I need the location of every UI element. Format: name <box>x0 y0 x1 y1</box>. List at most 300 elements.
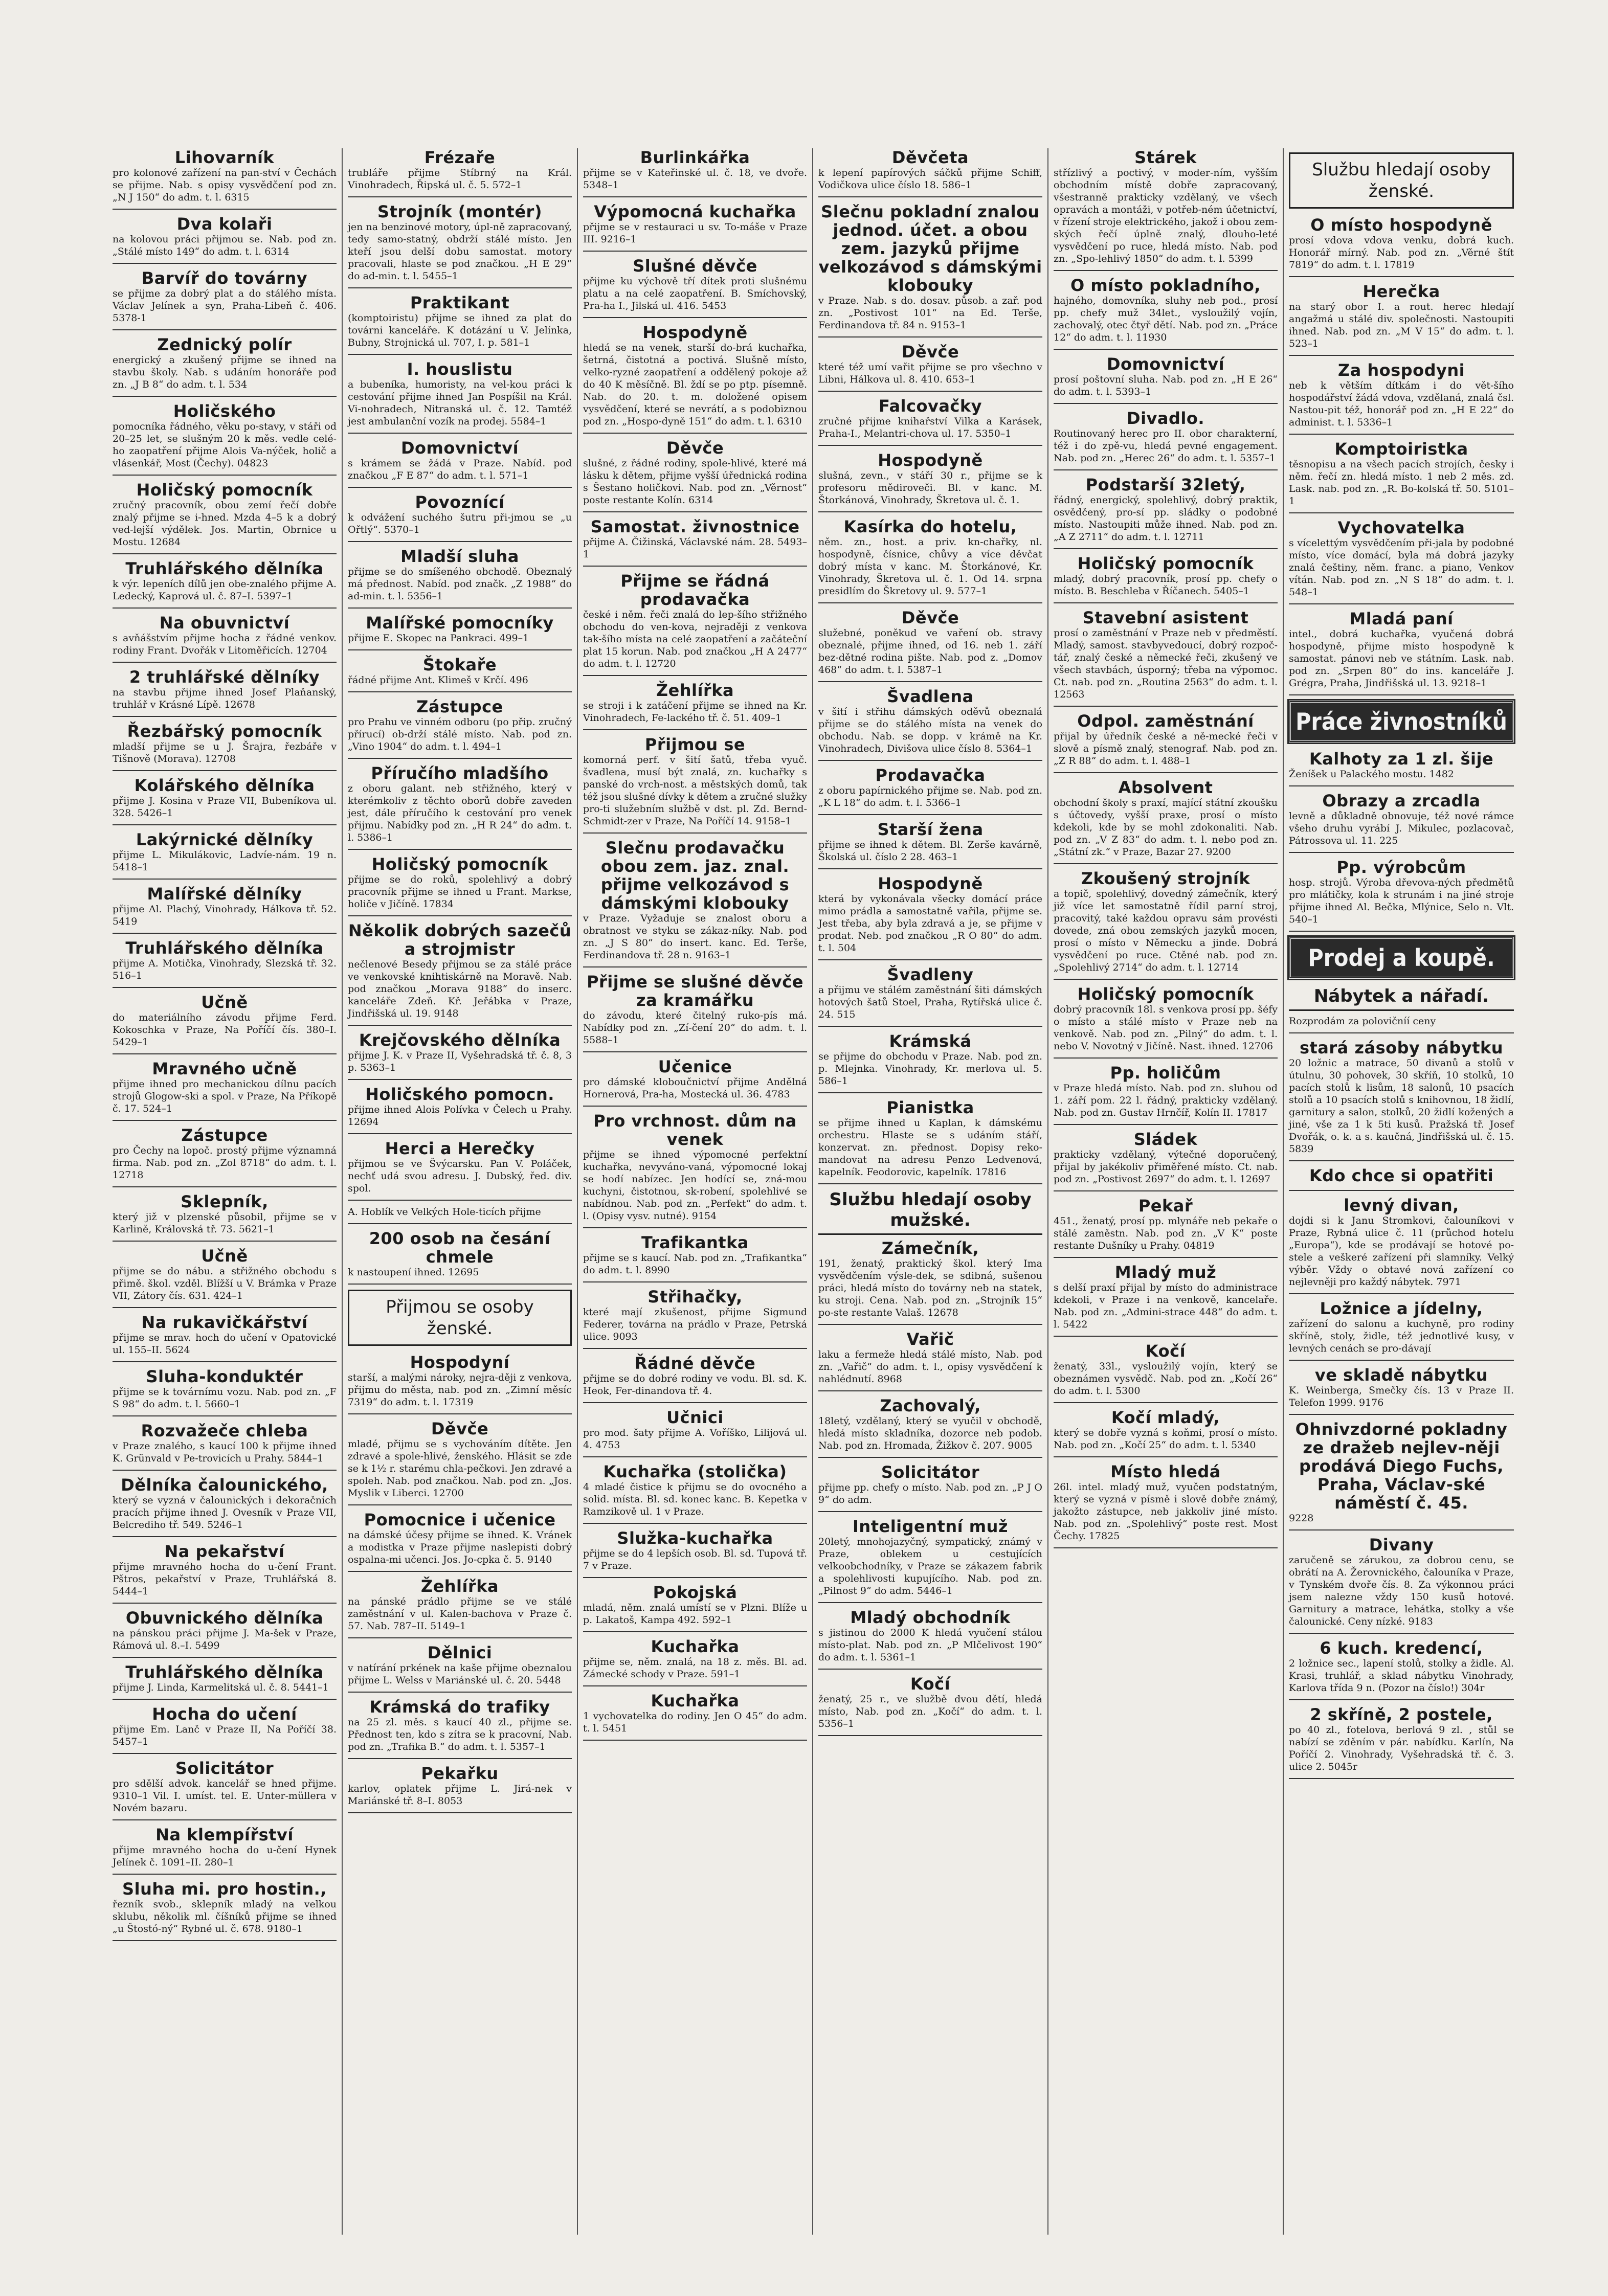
ad-divider <box>1054 1057 1278 1059</box>
ad-divider <box>1054 1456 1278 1457</box>
ad-heading: 200 osob na česání chmele <box>369 1229 551 1267</box>
ad-heading: Solicitátor <box>881 1462 980 1482</box>
classified-ad <box>1054 609 1278 701</box>
ad-heading: Povoznící <box>415 492 505 512</box>
ad-heading: Švadleny <box>887 965 974 984</box>
classified-ad <box>1289 519 1514 598</box>
ad-heading: Kalhoty za 1 zl. šije <box>1309 749 1494 769</box>
ad-body: přijme ihned pro mechanickou dílnu pacích strojů Glogow-ski a spol. v Praze, Na Příkopě č. 17. 524–1 <box>113 1078 337 1114</box>
ad-body: v Praze znalého, s kaucí 100 k přijme ihned K. Grünvald v Pe-trovicích u Prahy. 5844–1 <box>113 1440 337 1464</box>
section-heading: Službu hledají osoby mužské. <box>818 1189 1042 1235</box>
ad-divider <box>1289 1529 1514 1530</box>
classified-ad <box>583 1462 807 1518</box>
ad-heading: Kuchařka <box>651 1691 740 1710</box>
classified-ad <box>348 294 572 349</box>
ad-divider <box>818 814 1042 815</box>
classified-ad <box>113 1367 337 1410</box>
classified-ad <box>348 360 572 427</box>
ad-heading: Štokaře <box>422 655 497 674</box>
ad-heading: Na klempířství <box>155 1825 294 1844</box>
ad-divider <box>113 1307 337 1308</box>
classified-ad <box>1289 216 1514 271</box>
section-box <box>348 1290 572 1346</box>
ad-heading: Samostat. živnostnice <box>590 517 800 536</box>
column-5 <box>1048 148 1284 2235</box>
ad-body: zaručeně se zárukou, za dobrou cenu, se obrátí na A. Žerovnického, čalouníka v Praze, v Tynském dvoře čís. 8. Za výkonnou práci jsem nalezne vždy 150 kusů hotové. Garnitury a matrace, lehátka, stolky a vše čalounické. Ceny nízké. 9183 <box>1289 1555 1514 1627</box>
ad-divider <box>113 1819 337 1820</box>
ad-divider <box>1289 1414 1514 1415</box>
ad-heading: Lihovarník <box>174 148 275 167</box>
ad-divider <box>113 263 337 264</box>
classified-ad <box>113 1880 337 1935</box>
column-1 <box>107 148 343 2235</box>
ad-body: nečlenové Besedy přijmou se za stálé práce ve venkovské knihtiskárně na Moravě. Nab. pod značkou „Morava 9188“ do inserc. kanceláře Zdeň. Kř. Jeřábka v Praze, Jindřišská ul. 19. 9148 <box>348 959 572 1019</box>
ad-divider <box>113 1940 337 1941</box>
ad-heading: Praktikant <box>410 293 510 312</box>
classified-ad <box>818 609 1042 676</box>
ad-heading: Děvče <box>431 1419 489 1438</box>
ad-body: mladé, přijmu se s vychováním dítěte. Jen zdravé a spole-hlivé, ženského. Hlásit se zde se k 1½ r. starému chla-pečkovi. Jen zdravé a spoleh. Nab. pod značkou. Nab. pod zn. „Jos. Myslik v Liberci. 12700 <box>348 1438 572 1499</box>
ad-body: pro sdělší advok. kancelář se hned přijme. 9310–1 Vil. I. umíst. tel. E. Unter-müllera v Novém bazaru. <box>113 1778 337 1814</box>
ad-heading: Učnici <box>666 1408 724 1427</box>
ad-heading: Frézaře <box>424 148 496 167</box>
ad-body: přijme se, něm. znalá, na 18 z. měs. Bl. ad. Zámecké schody v Praze. 591–1 <box>583 1656 807 1680</box>
classified-ad <box>1289 1639 1514 1694</box>
ad-divider <box>113 607 337 609</box>
ad-heading: Kočí <box>910 1674 951 1694</box>
ad-heading: Mravného učně <box>152 1059 297 1078</box>
ad-divider <box>818 868 1042 869</box>
ad-body: slušné, z řádné rodiny, spole-hlivé, které má lásku k dětem, přijme vyšší úřednická rodina s Šestano holičkovi. Nab. pod zn. „Věrnost“ poste restante Kolín. 6314 <box>583 458 807 506</box>
ad-divider <box>113 1536 337 1537</box>
ad-divider <box>348 1079 572 1080</box>
ad-body: 4 mladé čistice k přijmu se do ovocného a solid. místa. Bl. sd. konec kanc. B. Kepetka v Ramzikově ul. 1 v Praze. <box>583 1481 807 1517</box>
ad-body: 2 ložnice sec., lapení stolů, stolky a židle. Al. Krasi, truhlář, a sklad nábytku Vinohrady, Karlova třída 9 n. (Pozor na číslo!) 304r <box>1289 1658 1514 1694</box>
ad-divider <box>113 553 337 554</box>
ad-heading: Krejčovského dělníka <box>359 1030 561 1050</box>
ad-body: přijme se ihned k dětem. Bl. Zerše kavárně, Školská ul. číslo 2 28. 463–1 <box>818 839 1042 863</box>
ad-heading: Stárek <box>1134 148 1197 167</box>
ad-body: jen na benzinové motory, úpl-ně zapracovaný, tedy samo-statný, obdrží stálé místo. Jen kteří jsou delší dobu samostat. motory pracovali, hlaste se pod značkou. „H E 29“ do ad-min. t. l. 5455–1 <box>348 221 572 282</box>
ad-heading: Holičský pomocník <box>136 480 313 500</box>
ad-divider <box>113 824 337 825</box>
classified-ad <box>1054 778 1278 858</box>
ad-divider <box>1289 1699 1514 1700</box>
classified-ad <box>1054 1064 1278 1119</box>
ad-body: mladší přijme se u J. Šrajra, řezbáře v Tišnově (Morava). 12708 <box>113 741 337 764</box>
ad-divider <box>1054 1336 1278 1337</box>
ad-body: přijme se k továrnímu vozu. Nab. pod zn. „F S 98“ do adm. t. l. 5660–1 <box>113 1386 337 1410</box>
ad-divider <box>583 675 807 676</box>
classified-ad <box>348 1353 572 1408</box>
classified-ad <box>1289 1366 1514 1409</box>
classified-ad <box>348 764 572 844</box>
ad-divider <box>818 1026 1042 1027</box>
ad-heading: Dva kolaři <box>176 214 273 234</box>
ad-divider <box>348 1200 572 1201</box>
classified-ad <box>1289 1015 1514 1027</box>
classified-ad <box>818 451 1042 506</box>
ad-body: 20letý, mnohojazyčný, sympatický, známý v Praze, oblekem u cestujících velkoobchodníky, v Praze se zákazem fabrik a spolehlivosti kupujícího. Nab. pod zn. „Pilnost 9“ do adm. 5446–1 <box>818 1536 1042 1596</box>
classified-ad <box>1054 1130 1278 1185</box>
ad-heading: Zástupce <box>416 697 503 716</box>
classified-ad <box>348 1229 572 1278</box>
ad-heading: Služka-kuchařka <box>617 1528 773 1548</box>
classified-ad <box>583 1112 807 1222</box>
ad-body: přijme se do 4 lepších osob. Bl. sd. Tupová tř. 7 v Praze. <box>583 1548 807 1571</box>
ad-body: zařízení do salonu a kuchyně, pro rodiny skříně, stoly, židle, též jednotlivé kusy, v levných cenách se pro-dávají <box>1289 1318 1514 1354</box>
classified-ad <box>818 517 1042 597</box>
ad-heading: Prodavačka <box>875 766 986 785</box>
classified-ad <box>818 148 1042 191</box>
classified-ad <box>1289 1196 1514 1288</box>
classified-ad <box>583 1583 807 1626</box>
classified-ad <box>818 202 1042 331</box>
ad-divider <box>113 1753 337 1754</box>
classified-ad <box>818 397 1042 440</box>
classified-ad <box>583 257 807 312</box>
ad-divider <box>1289 512 1514 513</box>
ad-divider <box>348 196 572 197</box>
ad-divider <box>113 1186 337 1187</box>
classified-ad <box>113 1663 337 1694</box>
ad-heading: Pp. holičům <box>1110 1063 1221 1083</box>
ad-body: starší, a malými nároky, nejra-ději z venkova, přijmu do města, nab. pod zn. „Zimní měsíc 7319“ do adm. t. l. 17319 <box>348 1372 572 1408</box>
ad-divider <box>583 1523 807 1524</box>
ad-heading: Herečka <box>1363 282 1440 301</box>
ad-body: na pánské prádlo přijme se ve stálé zaměstnání v ul. Kalen-bachova v Praze č. 57. Nab. 787–II. 5149–1 <box>348 1596 572 1632</box>
ad-body: přijme J. Linda, Karmelitská ul. č. 8. 5441–1 <box>113 1682 329 1693</box>
ad-body: v Praze. Nab. s do. dosav. působ. a zař. pod zn. „Postivost 101“ na Ed. Terše, Ferdinandova tř. 84 n. 9153–1 <box>818 295 1042 331</box>
ad-heading: Příručího mladšího <box>371 763 549 783</box>
ad-divider <box>1054 602 1278 603</box>
ad-heading: Stavební asistent <box>1082 608 1249 627</box>
ad-body: se přijme do obchodu v Praze. Nab. pod zn. p. Mlejnka. Vinohrady, Kr. merlova ul. 5. 586–1 <box>818 1051 1042 1087</box>
ad-heading: Přijmou se <box>644 735 746 754</box>
ad-divider <box>1054 548 1278 549</box>
ad-body: hosp. strojů. Výroba dřevova-ných předmětů pro mlátičky, kola k strunám i na jiné stroje přijme ihned Al. Bečka, Mlýnice, Selo n. Vlt. 540–1 <box>1289 877 1514 925</box>
ad-body: ženatý, 33l., vysloužilý vojín, který se obeznámen vysvědč. Nab. pod zn. „Kočí 26“ do adm. t. l. 5300 <box>1054 1361 1278 1397</box>
ad-divider <box>818 1390 1042 1391</box>
ad-body: Rozprodám za polovičníí ceny <box>1289 1016 1436 1027</box>
classified-ad <box>348 1644 572 1686</box>
ad-heading: Švadlena <box>887 687 974 706</box>
ad-divider <box>348 758 572 759</box>
ad-heading: Střihačky, <box>647 1287 743 1307</box>
ad-divider <box>113 209 337 210</box>
ad-body: který již v plzenské působil, přijme se v Karlině, Královská tř. 73. 5621–1 <box>113 1211 337 1235</box>
classified-ad <box>113 830 337 873</box>
ad-body: k odvážení suchého šutru při-jmou se „u Ořtlý“. 5370–1 <box>348 512 572 535</box>
classified-ad <box>583 681 807 724</box>
ad-divider <box>348 1758 572 1759</box>
classified-ad <box>1054 1197 1278 1252</box>
ad-body: se přijme ihned u Kaplan, k dámskému orchestru. Hlaste se s udáním stáří, konzervat. zn. přednost. Dopisy reko-mandovat na adresu Penzo Ledvenová, kapelník. Feodorovic, kapelník. 17816 <box>818 1117 1042 1178</box>
ad-heading: Děvčeta <box>891 148 969 167</box>
ad-heading: Kuchařka <box>651 1637 740 1656</box>
ad-heading: Kočí <box>1145 1341 1186 1361</box>
ad-heading: Holičského <box>173 401 276 421</box>
ad-divider <box>348 649 572 650</box>
ad-body: k výr. lepeních dílů jen obe-znalého přijme A. Ledecký, Kaprová ul. č. 87–I. 5397–1 <box>113 578 337 602</box>
ad-body: přijme ihned Alois Polívka v Čelech u Prahy. 12694 <box>348 1104 572 1128</box>
ad-heading: Pp. výrobcům <box>1336 858 1466 877</box>
ad-body: mladý, dobrý pracovník, prosí pp. chefy o místo. B. Beschleba v Říčanech. 5405–1 <box>1054 573 1278 597</box>
ad-body: které též umí vařit přijme se pro všechno v Libni, Hálkova ul. 8. 410. 653–1 <box>818 362 1042 385</box>
classified-ad <box>113 481 337 548</box>
ad-body: v šití i střihu dámských oděvů obeznalá přijme se do stálého místa na venek do obchodu. Nab. se dopp. v krámě na Kr. Vinohradech, Divišova ulice číslo 8. 5364–1 <box>818 706 1042 754</box>
ad-divider <box>113 879 337 880</box>
ad-heading: Divany <box>1369 1535 1434 1555</box>
ad-body: přijal by úředník české a ně-mecké řeči v slově a písmě znalý, stenograf. Nab. pod zn. „Z R 88“ do adm. t. l. 488–1 <box>1054 731 1278 767</box>
ad-heading: Odpol. zaměstnání <box>1077 711 1254 731</box>
ad-body: řezník svob., sklepník mladý na velkou sklubu, několik ml. číšníků přijme se ihned „u Štostó-ný“ Rybné ul. č. 678. 9180–1 <box>113 1899 337 1934</box>
ad-divider <box>1054 349 1278 350</box>
classified-ad <box>1289 858 1514 926</box>
ad-body: který se dobře vyzná s koňmi, prosí o místo. Nab. pod zn. „Kočí 25“ do adm. t. l. 5340 <box>1054 1427 1278 1451</box>
ad-divider <box>818 336 1042 337</box>
classified-ad <box>583 1637 807 1680</box>
ad-divider <box>1054 706 1278 707</box>
ad-body: energický a zkušený přijme se ihned na stavbu školy. Nab. s udáním honoráře pod zn. „J B 8“ do adm. t. l. 534 <box>113 354 337 390</box>
ad-heading: Děvče <box>666 438 724 458</box>
ad-heading: Kasírka do hotelu, <box>843 517 1017 536</box>
classified-ad <box>113 269 337 324</box>
classified-ad <box>348 1031 572 1074</box>
column-6 <box>1284 148 1519 2235</box>
ad-divider <box>348 607 572 609</box>
ad-heading: Truhlářského dělníka <box>125 938 324 958</box>
ad-body: s vícelettým vysvědčením při-jala by podobné místo, více domácí, byla má dobrá jazyky znalá češtiny, něm. franc. a piano, Venkov vítán. Nab. pod zn. „N S 18“ do adm. t. l. 548–1 <box>1289 537 1514 598</box>
ad-divider <box>348 915 572 916</box>
classified-ad <box>348 1139 572 1195</box>
ad-body: řádné přijme Ant. Klimeš v Krčí. 496 <box>348 674 528 686</box>
ad-heading: Falcovačky <box>878 396 982 416</box>
ad-body: Routinovaný herec pro II. obor charakterní, též i do zpě-vu, hledá pevné engagement. Nab. pod zn. „Herec 26“ do adm. t. l. 5357–1 <box>1054 428 1278 464</box>
ad-body: na starý obor I. a rout. herec hledají angažmá u stálé div. společnosti. Nastoupiti ihned. Nab. pod zn. „M V 15“ do adm. t. l. 523–1 <box>1289 301 1514 349</box>
ad-divider <box>348 487 572 488</box>
ad-divider <box>1054 1257 1278 1258</box>
ad-divider <box>1289 1160 1514 1161</box>
classified-ad <box>348 493 572 536</box>
ad-heading: Inteligentní muž <box>853 1517 1008 1536</box>
ad-divider <box>113 933 337 934</box>
ad-body: přijme Em. Lanč v Praze II, Na Poříčí 38. 5457–1 <box>113 1724 337 1747</box>
ad-body: se stroji i k zatáčení přijme se ihned na Kr. Vinohradech, Fe-lackého tř. č. 51. 409–1 <box>583 700 807 724</box>
classified-ad <box>1289 1705 1514 1773</box>
ad-heading: Hospodyně <box>642 323 748 342</box>
ad-heading: Truhlářského dělníka <box>125 1662 324 1682</box>
classified-ad <box>1054 869 1278 974</box>
ad-heading: Strojník (montér) <box>377 202 542 221</box>
ad-divider <box>113 396 337 397</box>
ad-heading: Hocha do učení <box>152 1704 297 1724</box>
ad-heading: Dělníka čalounického, <box>121 1475 328 1495</box>
ad-body: hajného, domovníka, sluhy neb pod., prosí pp. chefy muž 34let., vysloužilý vojín, zachovalý, otec čtyř dětí. Nab. pod zn. „Práce 12“ do adm. t. l. 11930 <box>1054 295 1278 343</box>
ad-divider <box>1289 434 1514 435</box>
ad-heading: Vařič <box>906 1330 954 1349</box>
ad-heading: Rozvažeče chleba <box>141 1421 308 1440</box>
ad-body: prosí o zaměstnání v Praze neb v předměstí. Mladý, samost. stavbyvedoucí, dobrý rozpoč-tář, znalý české a německé řeči, zkušený ve všech stavbách, úsporný; třeba na výpomoc. Ct. nab. pod zn. „Routina 2563“ do adm. t. l. 12563 <box>1054 627 1278 700</box>
classified-ad <box>348 148 572 191</box>
classified-ad <box>1054 1263 1278 1331</box>
ad-body: řádný, energický, spolehlivý, dobrý praktik, osvědčený, pro-sí pp. sládky o podobné místo. Nastoupiti může ihned. Nab. pod zn. „A Z 2711“ do adm. t. l. 12711 <box>1054 494 1278 543</box>
classified-ad <box>818 687 1042 755</box>
classified-ad <box>348 614 572 644</box>
ad-body: z oboru galant. neb střižného, který v kterémkoliv z těchto oborů dobře zaveden jest, dále příručího k cestování pro venek přijmu. Nabídky pod zn. „H R 24“ do adm. t. l. 5386–1 <box>348 783 572 843</box>
ad-body: 9228 <box>1289 1513 1314 1524</box>
ad-divider <box>818 959 1042 960</box>
ad-body: přijme se do smíšeného obchodě. Obeznalý má přednost. Nabíd. pod značk. „Z 1988“ do ad-min. t. l. 5356–1 <box>348 566 572 602</box>
ad-divider <box>583 1106 807 1107</box>
ad-divider <box>583 1281 807 1282</box>
ad-body: přijme E. Skopec na Pankraci. 499–1 <box>348 633 529 644</box>
column-3 <box>578 148 813 2235</box>
ad-divider <box>583 729 807 730</box>
classified-ad <box>348 1206 572 1218</box>
classified-ad <box>1054 409 1278 464</box>
ad-divider <box>583 566 807 567</box>
ad-heading: Kolářského dělníka <box>134 776 315 795</box>
classified-ad <box>113 1247 337 1302</box>
ad-body: intel., dobrá kuchařka, vyučená dobrá hospodyně, přijme místo hospodyně k samostat. pánovi neb ve státním. Lask. nab. pod zn. „Srpen 80“ do ins. kanceláře J. Grégra, Praha, Jindřišská ul. 13. 9218–1 <box>1289 628 1514 689</box>
ad-divider <box>348 691 572 692</box>
ad-body: na stavbu přijme ihned Josef Plaňanský, truhlář v Krásné Lípě. 12678 <box>113 687 337 710</box>
classified-ad <box>818 1675 1042 1730</box>
classified-ad <box>113 1705 337 1748</box>
ad-divider <box>583 317 807 318</box>
ad-body: slušná, zevn., v stáří 30 r., přijme se k profesoru mědiroveči. Bl. v kanc. M. Štorkánová, Vinohrady, Škretova ul. č. 1. <box>818 470 1042 506</box>
ad-divider <box>583 1456 807 1457</box>
ad-heading: Řádné děvče <box>634 1354 756 1373</box>
ad-heading: Sluha mi. pro hostin., <box>122 1879 327 1899</box>
ad-divider <box>1054 403 1278 404</box>
ad-body: mladá, něm. znalá umístí se v Plzni. Blíže u p. Lakatoš, Kampa 492. 592–1 <box>583 1602 807 1626</box>
ad-body: ženatý, 25 r., ve službě dvou dětí, hledá místo, Nab. pod zn. „Kočí“ do adm. t. l. 5356–1 <box>818 1694 1042 1729</box>
ad-heading: Zámečník, <box>881 1239 979 1258</box>
classified-ad <box>113 1126 337 1181</box>
ad-divider <box>583 1685 807 1686</box>
ad-heading: Obrazy a zrcadla <box>1322 791 1481 811</box>
ad-body: přijme se v Kateřinské ul. č. 18, ve dvoře. 5348–1 <box>583 167 807 191</box>
ad-divider <box>348 1284 572 1285</box>
classified-ad <box>348 1698 572 1753</box>
ad-divider <box>348 1571 572 1572</box>
ad-heading: Krámská do trafiky <box>369 1697 550 1717</box>
ad-divider <box>113 1415 337 1416</box>
classified-ad <box>348 1420 572 1499</box>
ad-divider <box>1289 785 1514 786</box>
ad-body: s avňášstvím přijme hocha z řádné venkov. rodiny Frant. Dvořák v Litoměřicích. 12704 <box>113 633 337 656</box>
ad-heading: Malířské pomocníky <box>366 613 554 633</box>
ad-body: k lepení papírových sáčků přijme Schiff, Vodičkova ulice číslo 18. 586–1 <box>818 167 1042 191</box>
ad-body: která by vykonávala všecky domácí práce mimo prádla a samostatně vařila, přijme se. Jest třeba, aby byla zdravá a je, se přijme v prodat. Neb. pod značkou „R O 80“ do adm. t. l. 504 <box>818 893 1042 954</box>
ad-divider <box>1289 1190 1514 1191</box>
ad-heading: Pekař <box>1138 1196 1193 1215</box>
ad-divider <box>583 196 807 197</box>
ad-body: dojdi si k Janu Stromkovi, čalouníkovi v Praze, Rybná ulice č. 11 (průchod hotelu „Europa“), kde se prodávají se hotové po-stele a veškeré zařízení při slamníky. Velký výběr. Vždy o obtavé nová zařízení co nejlevněji pro každý nábytek. 7971 <box>1289 1215 1514 1288</box>
ad-divider <box>113 1699 337 1700</box>
ad-heading: Domovnictví <box>1106 354 1225 374</box>
ad-heading: Holičského pomocn. <box>365 1085 554 1104</box>
ad-heading: 2 truhlářské dělníky <box>129 667 320 687</box>
classified-ad <box>348 855 572 910</box>
ad-heading: Domovnictví <box>400 438 519 458</box>
ad-heading: Komptoiristka <box>1334 439 1468 459</box>
ad-divider <box>583 1577 807 1578</box>
ad-body: komorná perf. v šití šatů, třeba vyuč. švadlena, musí být znalá, zn. kuchařky s panské do vrch-nost. a městských domů, tak též jsou slušné dívky k dětem a zručné služky pro-ti služebním službě v dst. pl. Zd. Bernd-Schmidt-zer v Praze, Na Poříčí 14. 9158–1 <box>583 754 807 827</box>
ad-divider <box>583 1051 807 1052</box>
classified-ad <box>1054 712 1278 767</box>
ad-divider <box>583 1402 807 1403</box>
ad-heading: Kočí mladý, <box>1111 1408 1220 1427</box>
ad-body: střízlivý a poctivý, v moder-ním, vyšším obchodním místě dobře zapracovaný, všestranně prakticky vzdělaný, ve všech opravách a montáži, v potřeb-ném účetnictví, v řízení stroje elektrického, jakož i obou zem-ských řečí úplně znalý, dlouho-leté vysvědčení po ruce, hledá místo. Nab. pod zn. „Spo-lehlivý 1850“ do adm. t. l. 5399 <box>1054 167 1278 264</box>
ad-body: 18letý, vzdělaný, který se vyučil v obchodě, hledá místo skladníka, dozorce neb podob. Nab. pod zn. Hromada, Žižkov č. 207. 9005 <box>818 1415 1042 1451</box>
ad-body: české i něm. řeči znalá do lep-šího střižného obchodu do ven-kova, nejraději z venkova tak-šího místa na celé zaopatření a začáteční plat 15 korun. Nab. pod značkou „H A 2477“ do adm. t. l. 12720 <box>583 609 807 669</box>
classified-ad <box>1289 1039 1514 1155</box>
ad-divider <box>818 681 1042 682</box>
ad-body: do závodu, které čitelný ruko-pís má. Nabídky pod zn. „Zí-čení 20“ do adm. t. l. 5588–1 <box>583 1010 807 1046</box>
classified-ad <box>1289 792 1514 847</box>
classified-ad <box>583 572 807 670</box>
classified-ad <box>1054 476 1278 543</box>
ad-divider <box>348 1133 572 1134</box>
ad-divider <box>1289 1293 1514 1294</box>
classified-ad <box>113 215 337 258</box>
ad-divider <box>1289 1032 1514 1033</box>
ad-heading: Sluha-konduktér <box>146 1367 303 1386</box>
ad-body: pro Čechy na lopoč. prostý přijme významná firma. Nab. pod zn. „Zol 8718“ do adm. t. l. 12718 <box>113 1145 337 1181</box>
ad-body: s delší praxí přijal by místo do administrace kdekoli, v Praze i na venkově, kancelaře. Nab. pod zn. „Admini-strace 448“ do adm. t. l. 5422 <box>1054 1282 1278 1330</box>
ad-heading: 2 skříně, 2 postele, <box>1310 1705 1493 1724</box>
classified-ad <box>1289 1166 1514 1185</box>
section-banner: Práce živnostníků <box>1289 701 1514 742</box>
ad-heading: O místo pokladního, <box>1070 276 1261 295</box>
classified-ad <box>348 1577 572 1632</box>
ad-divider <box>113 1470 337 1471</box>
ad-divider <box>113 1053 337 1054</box>
section-box-title: Službu hledají osoby ženské. <box>1312 160 1491 201</box>
ad-divider <box>583 832 807 834</box>
ad-divider <box>818 196 1042 197</box>
ad-divider <box>1054 1190 1278 1191</box>
ad-heading: Děvče <box>901 608 959 627</box>
ad-heading: Mladá paní <box>1349 609 1454 628</box>
classified-ad <box>113 993 337 1048</box>
ad-divider <box>1289 603 1514 604</box>
ad-body: přijme se do roků, spolehlivý a dobrý pracovník přijme se ihned u Frant. Markse, holiče v Jičíně. 17834 <box>348 874 572 910</box>
ad-divider <box>818 511 1042 512</box>
ad-body: který se vyzná v čalounických i dekoračních pracích přijme ihned J. Ovesník v Praze VII, Belcrediho tř. 549. 5246–1 <box>113 1495 337 1530</box>
classified-ad <box>1289 361 1514 429</box>
ad-divider <box>1054 979 1278 980</box>
ad-body: přijme pp. chefy o místo. Nab. pod zn. „P J O 9“ do adm. <box>818 1482 1042 1505</box>
ad-divider <box>583 433 807 434</box>
ad-heading: Slečnu pokladní znalou jednod. účet. a obou zem. jazyků přijme velkozávod s dámskými klobouky <box>818 202 1042 295</box>
ad-heading: stará zásoby nábytku <box>1299 1038 1504 1057</box>
ad-heading: Na pekařství <box>164 1542 285 1561</box>
classified-ad <box>583 517 807 560</box>
ad-heading: Zástupce <box>181 1126 268 1145</box>
section-box-title: Přijmou se osoby ženské. <box>386 1297 534 1339</box>
ad-divider <box>1054 863 1278 864</box>
classified-ad <box>348 1085 572 1128</box>
ad-divider <box>348 1637 572 1638</box>
classified-ad <box>113 1609 337 1652</box>
ad-divider <box>348 1504 572 1505</box>
classified-ad <box>348 921 572 1020</box>
column-4 <box>813 148 1048 2235</box>
